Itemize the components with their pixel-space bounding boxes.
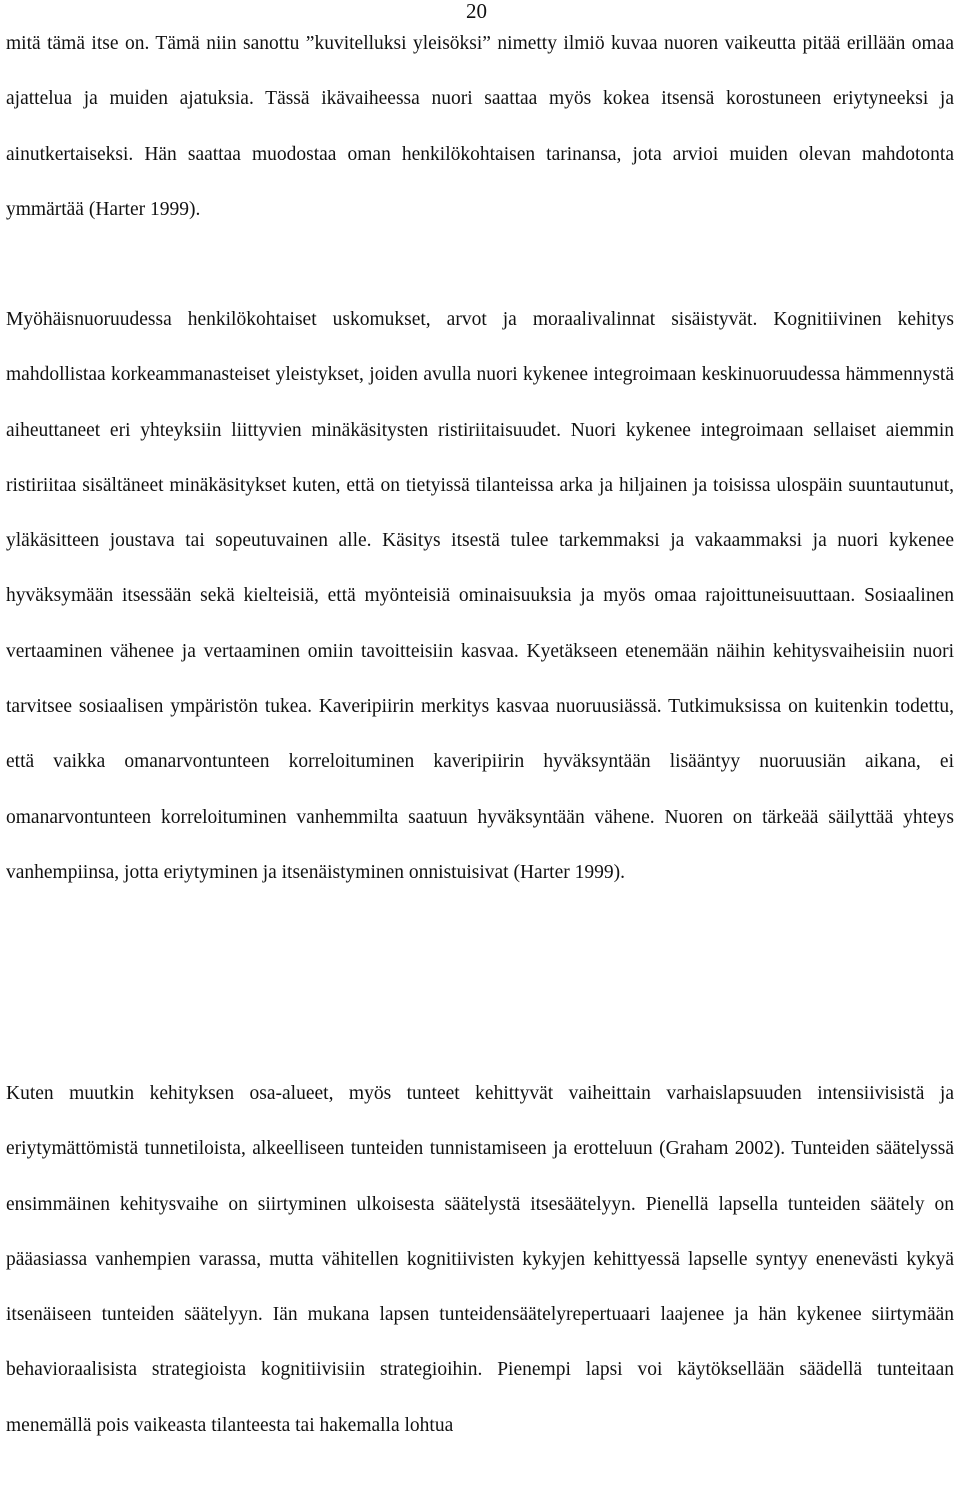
page-number: 20: [466, 0, 487, 23]
body-paragraph-1: mitä tämä itse on. Tämä niin sanottu ”kuvitelluksi yleisöksi” nimetty ilmiö kuvaa nuoren vaikeutta pitää erillään omaa ajattelua ja muiden ajatuksia. Tässä ikävaiheessa nuori saattaa myös kokea itsensä korostuneen eriytyneeksi ja ainutkertaiseksi. Hän saattaa muodostaa oman henkilökohtaisen tarinansa, jota arvioi muiden olevan mahdotonta ymmärtää (Harter 1999).: [6, 33, 954, 220]
body-paragraph-3: Kuten muutkin kehityksen osa-alueet, myös tunteet kehittyvät vaiheittain varhaislapsuuden intensiivisistä ja eriytymättömistä tunnetiloista, alkeelliseen tunteiden tunnistamiseen ja erotteluun (Graham 2002). Tunteiden säätelyssä ensimmäinen kehitysvaihe on siirtyminen ulkoisesta säätelystä itsesäätelyyn. Pienellä lapsella tunteiden säätely on pääasiassa vanhempien varassa, mutta vähitellen kognitiivisten kykyjen kehittyessä lapselle syntyy enenevästi kykyä itsenäiseen tunteiden säätelyyn. Iän mukana lapsen tunteidensäätelyrepertuaari laajenee ja hän kykenee siirtymään behavioraalisista strategioista kognitiivisiin strategioihin. Pienempi lapsi voi käytöksellään säädellä tunteitaan menemällä pois vaikeasta tilanteesta tai hakemalla lohtua: [6, 1083, 954, 1436]
body-paragraph-2: Myöhäisnuoruudessa henkilökohtaiset uskomukset, arvot ja moraalivalinnat sisäistyvät. Kognitiivinen kehitys mahdollistaa korkeammanasteiset yleistykset, joiden avulla nuori kykenee integroimaan keskinuoruudessa hämmennystä aiheuttaneet eri yhteyksiin liittyvien minäkäsitysten ristiriitaisuudet. Nuori kykenee integroimaan sellaiset aiemmin ristiriitaa sisältäneet minäkäsitykset kuten, että on tietyissä tilanteissa arka ja hiljainen ja toisissa ulospäin suuntautunut, yläkäsitteen joustava tai sopeutuvainen alle. Käsitys itsestä tulee tarkemmaksi ja vakaammaksi ja nuori kykenee hyväksymään itsessään sekä kielteisiä, että myönteisiä ominaisuuksia ja myös omaa rajoittuneisuuttaan. Sosiaalinen vertaaminen vähenee ja vertaaminen omiin tavoitteisiin kasvaa. Kyetäkseen etenemään näihin kehitysvaiheisiin nuori tarvitsee sosiaalisen ympäristön tukea. Kaveripiirin merkitys kasvaa nuoruusiässä. Tutkimuksissa on kuitenkin todettu, että vaikka omanarvontunteen korreloituminen kaveripiirin hyväksyntään lisääntyy nuoruusiän aikana, ei omanarvontunteen korreloituminen vanhemmilta saatuun hyväksyntään vähene. Nuoren on tärkeää säilyttää yhteys vanhempiinsa, jotta eriytyminen ja itsenäistyminen onnistuisivat (Harter 1999).: [6, 309, 954, 883]
